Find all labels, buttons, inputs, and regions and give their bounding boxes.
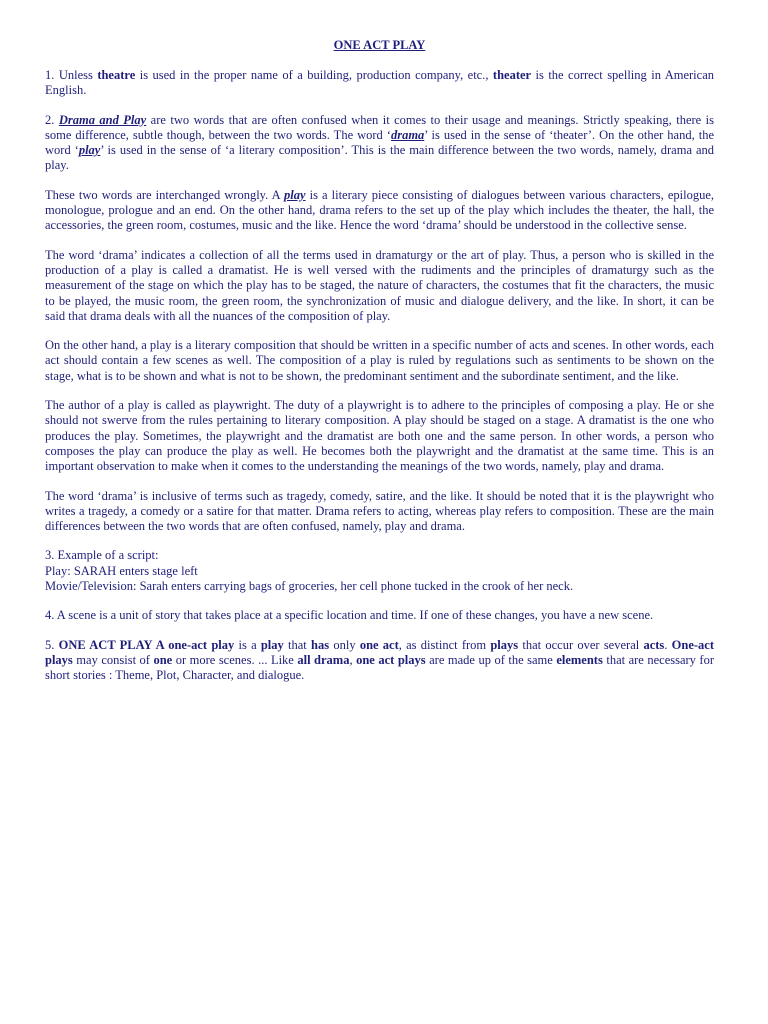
script-example-heading: 3. Example of a script: [45, 548, 159, 563]
p10-s1: 5. [45, 637, 59, 652]
p2-text-c: are two words that are often confused when it comes to their usage and meanings. Strictly speaking, there is some difference, subtle though, between the two words. The word ‘ [45, 112, 714, 142]
paragraph-3 [45, 188, 714, 234]
p10-s11: that occur over several [518, 637, 644, 652]
script-example-play: Play: SARAH enters stage left [45, 563, 198, 578]
paragraph-2 [45, 113, 714, 174]
p2-text-g: ’ is used in the sense of ‘a literary composition’. This is the main difference between the two words, namely, drama and play. [45, 143, 714, 173]
p10-s20: one act plays [356, 652, 426, 667]
paragraph-5: On the other hand, a play is a literary composition that should be written in a specific number of acts and scenes. In other words, each act should contain a few scenes as well. The composition of a play is ruled by regulations such as sentiments to be shown on the stage, what is to be shown and what is not to be shown, the predominant sentiment and the subordinate sentiment, and the like. [45, 338, 714, 383]
p10-s13: . [664, 637, 672, 652]
p10-s16: one [153, 652, 173, 667]
p10-s15: may consist of [72, 652, 154, 667]
p10-s17: or more scenes. ... Like [172, 652, 298, 667]
p10-s23: that are necessary for short stories : Theme, Plot, Character, and dialogue. [45, 652, 715, 683]
p10-s6: has [311, 637, 330, 652]
p10-s9: , as distinct from [398, 637, 491, 652]
p10-s5: that [283, 637, 312, 652]
p10-s18: all drama [297, 652, 350, 667]
p10-s22: elements [556, 652, 603, 667]
paragraph-1 [45, 68, 714, 99]
p10-s12: acts [643, 637, 665, 652]
p10-s2: ONE ACT PLAY A one-act play [58, 637, 235, 652]
p10-s10: plays [490, 637, 519, 652]
p2-drama: drama [390, 127, 425, 142]
p1-text-c: is used in the proper name of a building, production company, etc., [135, 68, 493, 82]
p1-theater: theater [492, 68, 532, 82]
p2-play: play [78, 143, 101, 158]
p10-s21: are made up of the same [425, 652, 557, 667]
paragraph-7: The word ‘drama’ is inclusive of terms such as tragedy, comedy, satire, and the like. It should be noted that it is the playwright who writes a tragedy, a comedy or a satire for that matter. Drama refers to acting, whereas play refers to composition. These are the main differences between the two words that are often confused, namely, play and drama. [45, 488, 714, 534]
page-title: ONE ACT PLAY [333, 38, 426, 52]
paragraph-8-script-example [45, 548, 714, 594]
p10-s4: play [260, 637, 284, 652]
p10-s19: , [349, 652, 357, 667]
script-example-movie: Movie/Television: Sarah enters carrying bags of groceries, her cell phone tucked in the crook of her neck. [45, 579, 574, 594]
p2-text-e: ’ is used in the sense of ‘theater’. On the other hand, the word ‘ [45, 127, 714, 158]
paragraph-6: The author of a play is called as playwright. The duty of a playwright is to adhere to the principles of composing a play. He or she should not swerve from the rules pertaining to literary composition. A play should be staged on a stage. A dramatist is the one who produces the play. Sometimes, the playwright and the dramatist are both one and the same person. In other words, a person who composes the play can produce the play as well. He becomes both the playwright and the dramatist at the same time. This is an important observation to make when it comes to the understanding the meanings of the two words, namely, play and drama. [45, 398, 714, 474]
p10-s7: only [329, 637, 360, 652]
p10-s3: is a [234, 637, 261, 652]
p2-text-a: 2. [45, 112, 59, 127]
paragraph-4: The word ‘drama’ indicates a collection of all the terms used in dramaturgy or the art of play. Thus, a person who is skilled in the production of a play is called a dramatist. He is well versed with the rudiments and the principles of dramaturgy such as the measurement of the stage on which the play has to be staged, the nature of characters, the costumes that fit the characters, the music to be played, the music room, the green room, the synchronization of music and dialogue delivery, and the like. In short, it can be said that drama deals with all the nuances of the composition of play. [45, 247, 714, 323]
p10-s8: one act [359, 637, 399, 652]
p2-drama-and-play: Drama and Play [58, 112, 147, 127]
p1-text-e: is the correct spelling in American English. [45, 68, 714, 98]
paragraph-9: 4. A scene is a unit of story that takes place at a specific location and time. If one of these changes, you have a new scene. [45, 608, 654, 623]
p3-play: play [284, 187, 306, 202]
p3-text-c: is a literary piece consisting of dialogues between various characters, epilogue, monologue, prologue and an end. On the other hand, drama refers to the set up of the play which includes the theater, the hall, the accessories, the green room, costumes, music and the like. Hence the word ‘drama’ should be understood in the collective sense. [45, 187, 714, 233]
p10-s14: One-act plays [45, 637, 715, 667]
p3-text-a: These two words are interchanged wrongly. A [45, 187, 285, 202]
p1-text-a: 1. Unless [45, 68, 98, 82]
paragraph-10 [45, 638, 714, 684]
p1-theatre: theatre [97, 68, 136, 82]
